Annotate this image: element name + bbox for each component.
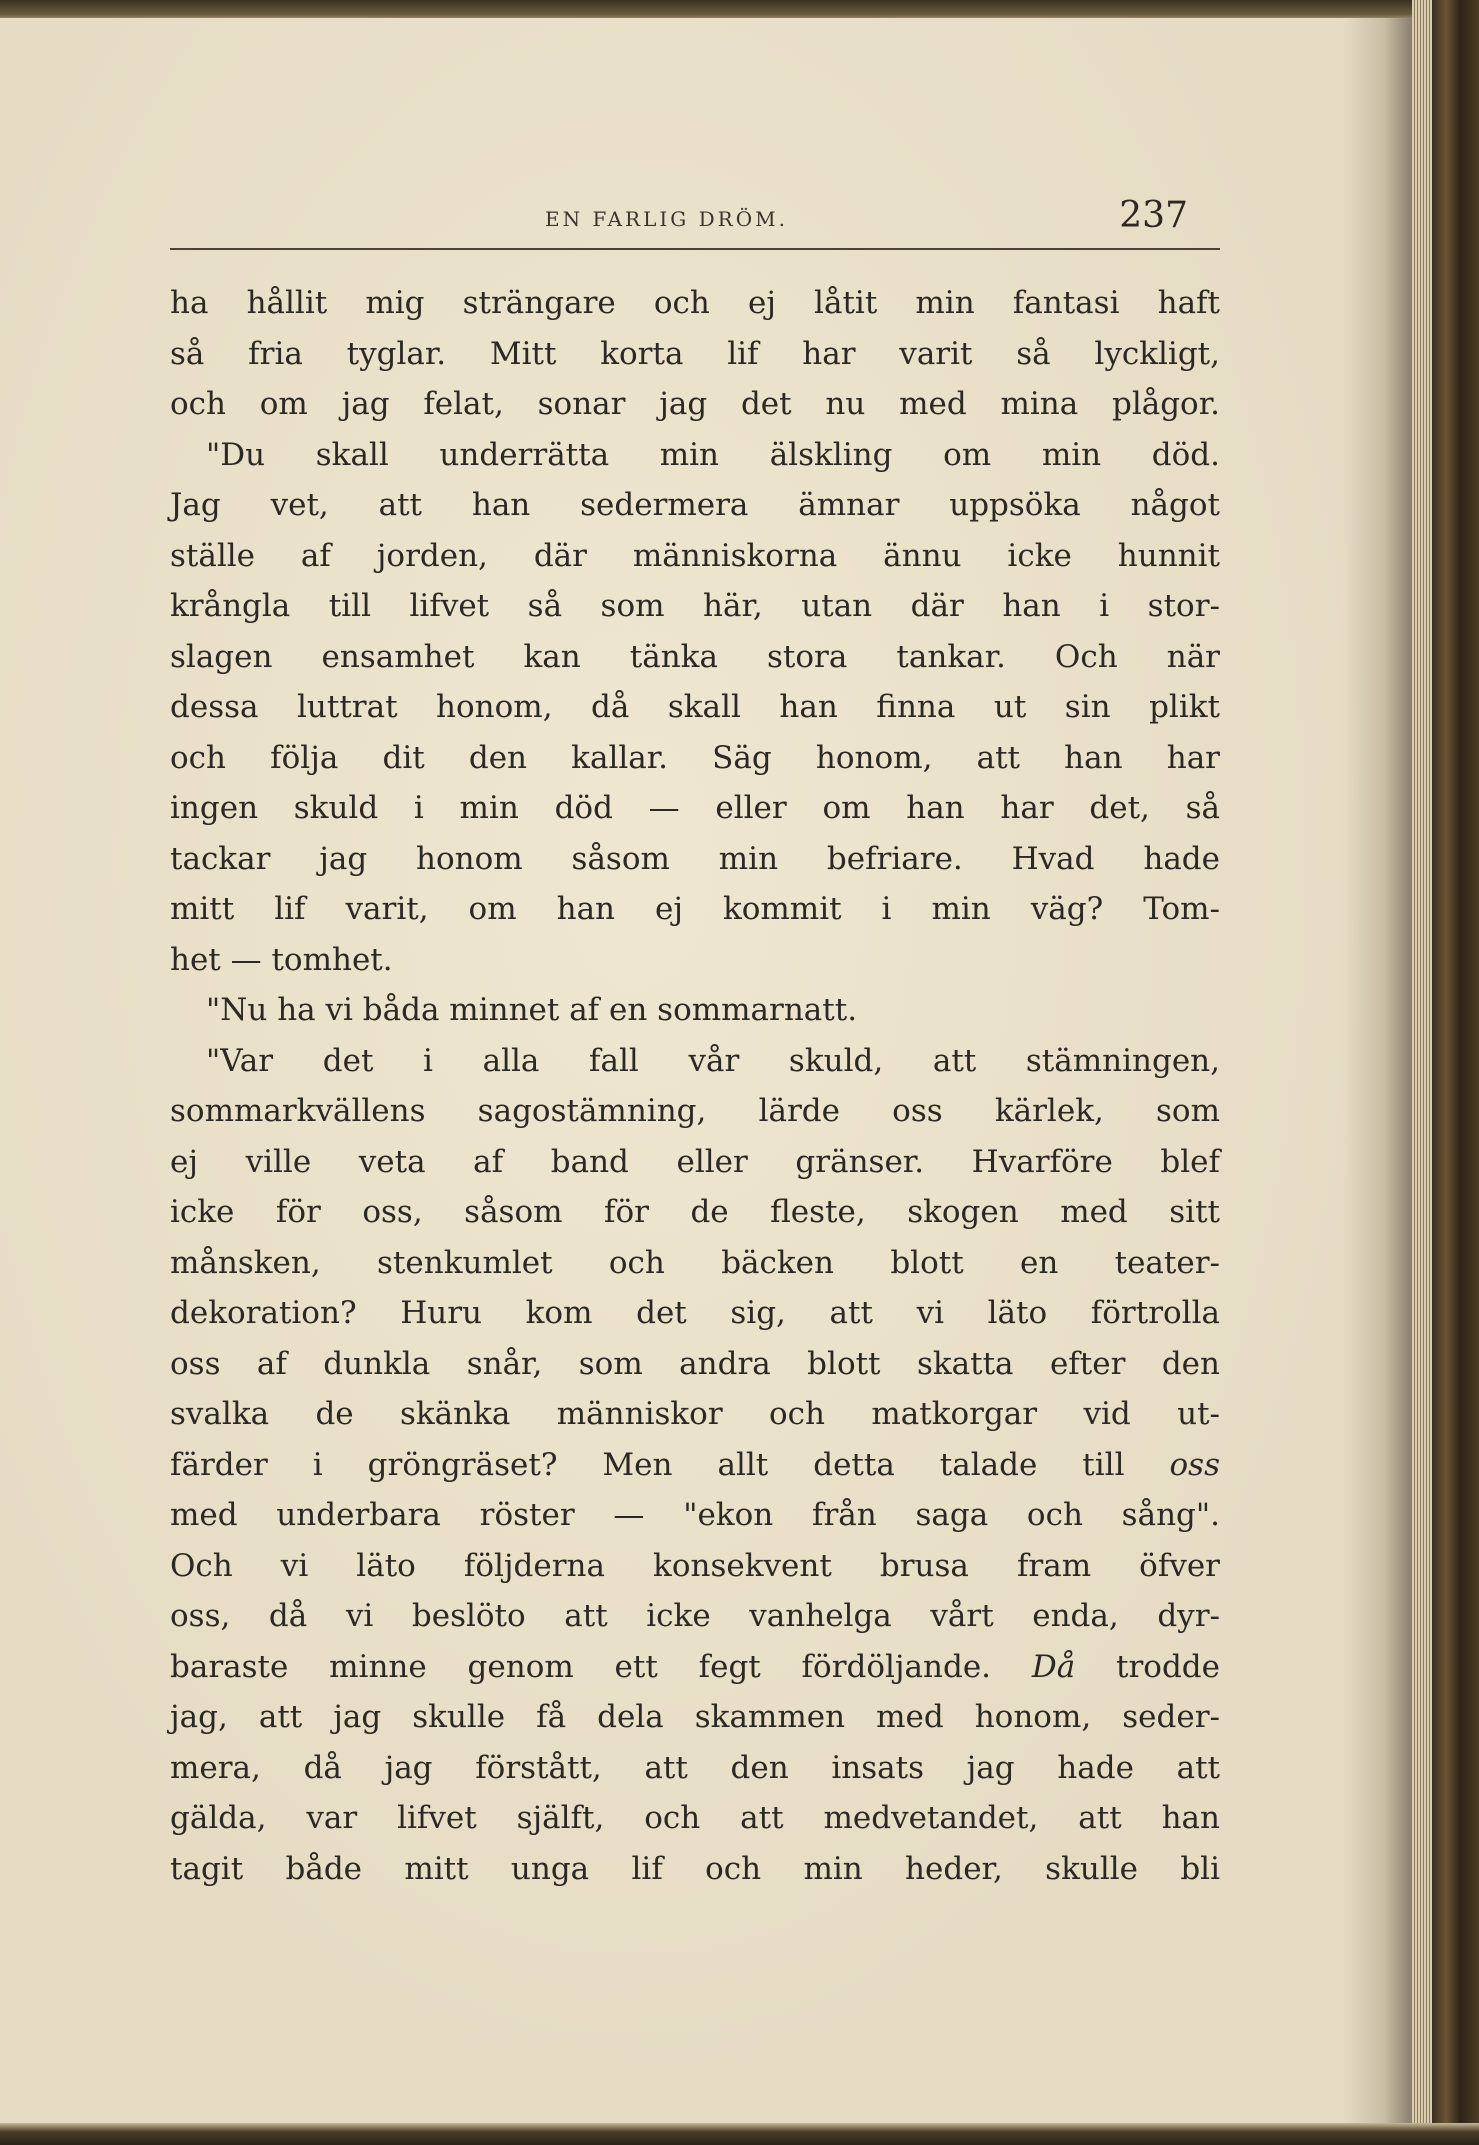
line-text: "Nu ha vi båda minnet af en sommarnatt. bbox=[206, 992, 858, 1028]
text-line bbox=[170, 430, 1220, 481]
italic-word: Då bbox=[1031, 1648, 1076, 1685]
text-line bbox=[170, 1288, 1220, 1339]
line-text: jag, att jag skulle få dela skammen med honom, seder- bbox=[170, 1699, 1220, 1735]
page-number: 237 bbox=[1119, 195, 1188, 236]
text-line bbox=[170, 1187, 1220, 1238]
line-text: och om jag felat, sonar jag det nu med mina plågor. bbox=[170, 386, 1220, 422]
line-text-tail: trodde bbox=[1116, 1648, 1220, 1685]
line-text: mera, då jag förstått, att den insats jag hade att bbox=[170, 1749, 1220, 1786]
line-text: mitt lif varit, om han ej kommit i min väg? Tom- bbox=[170, 891, 1220, 927]
gutter-shadow bbox=[1342, 18, 1412, 2126]
text-line bbox=[170, 1036, 1220, 1087]
line-text: ställe af jorden, där människorna ännu icke hunnit bbox=[170, 537, 1220, 574]
text-line bbox=[170, 884, 1220, 935]
line-text: dessa luttrat honom, då skall han finna ut sin plikt bbox=[170, 689, 1220, 725]
line-text: så fria tyglar. Mitt korta lif har varit så lyckligt, bbox=[170, 335, 1220, 372]
text-line bbox=[170, 1591, 1220, 1642]
text-line bbox=[170, 531, 1220, 582]
text-line bbox=[170, 1389, 1220, 1440]
text-line bbox=[170, 1844, 1220, 1895]
line-text: slagen ensamhet kan tänka stora tankar. Och när bbox=[170, 638, 1220, 675]
line-text: oss, då vi beslöto att icke vanhelga vårt enda, dyr- bbox=[170, 1598, 1220, 1634]
text-line bbox=[170, 733, 1220, 784]
text-line bbox=[170, 1743, 1220, 1794]
running-head bbox=[170, 195, 1220, 245]
text-line bbox=[170, 329, 1220, 380]
text-line bbox=[170, 1793, 1220, 1844]
line-text: Jag vet, att han sedermera ämnar uppsöka något bbox=[170, 487, 1220, 523]
line-text: krångla till lifvet så som här, utan där han i stor- bbox=[170, 588, 1220, 624]
text-line bbox=[170, 1339, 1220, 1390]
line-text: månsken, stenkumlet och bäcken blott en teater- bbox=[170, 1244, 1220, 1281]
text-line bbox=[170, 935, 1220, 986]
text-line bbox=[170, 783, 1220, 834]
line-text: med underbara röster — "ekon från saga och sång". bbox=[170, 1497, 1220, 1533]
text-line bbox=[170, 834, 1220, 885]
text-line bbox=[170, 1490, 1220, 1541]
text-line bbox=[170, 581, 1220, 632]
body-text bbox=[170, 278, 1220, 1894]
line-text: tagit både mitt unga lif och min heder, skulle bli bbox=[170, 1850, 1220, 1887]
line-text: het — tomhet. bbox=[170, 941, 393, 978]
text-line bbox=[170, 682, 1220, 733]
text-line bbox=[170, 1086, 1220, 1137]
page-stack-edge bbox=[1412, 0, 1432, 2145]
line-text: icke för oss, såsom för de fleste, skogen med sitt bbox=[170, 1194, 1220, 1230]
line-text: färder i gröngräset? Men allt detta talade till bbox=[170, 1446, 1125, 1483]
line-text: Och vi läto följderna konsekvent brusa fram öfver bbox=[170, 1547, 1220, 1584]
line-text: sommarkvällens sagostämning, lärde oss kärlek, som bbox=[170, 1093, 1220, 1129]
text-line bbox=[170, 1541, 1220, 1592]
line-text: ha hållit mig strängare och ej låtit min fantasi haft bbox=[170, 285, 1220, 321]
line-text: "Du skall underrätta min älskling om min död. bbox=[206, 436, 1220, 473]
line-text: dekoration? Huru kom det sig, att vi läto förtrolla bbox=[170, 1295, 1220, 1331]
line-text: ej ville veta af band eller gränser. Hvarföre blef bbox=[170, 1143, 1220, 1180]
line-text: tackar jag honom såsom min befriare. Hvad hade bbox=[170, 840, 1220, 877]
text-line bbox=[170, 379, 1220, 430]
running-title: EN FARLIG DRÖM. bbox=[545, 207, 788, 231]
line-text: gälda, var lifvet själft, och att medvetandet, att han bbox=[170, 1800, 1220, 1836]
book-cover-edge bbox=[1432, 0, 1479, 2145]
text-line bbox=[170, 480, 1220, 531]
text-line bbox=[170, 1692, 1220, 1743]
text-line bbox=[170, 1642, 1220, 1693]
text-line bbox=[170, 632, 1220, 683]
line-text: "Var det i alla fall vår skuld, att stämningen, bbox=[206, 1042, 1220, 1079]
text-line bbox=[170, 1137, 1220, 1188]
text-line bbox=[170, 278, 1220, 329]
line-text: ingen skuld i min död — eller om han har det, så bbox=[170, 790, 1220, 826]
text-line bbox=[170, 1238, 1220, 1289]
header-rule bbox=[170, 248, 1220, 250]
italic-word: oss bbox=[1169, 1446, 1220, 1483]
text-line bbox=[170, 985, 1220, 1036]
line-text: svalka de skänka människor och matkorgar vid ut- bbox=[170, 1396, 1220, 1432]
text-line bbox=[170, 1440, 1220, 1491]
bottom-page-edge bbox=[0, 2123, 1479, 2145]
line-text: baraste minne genom ett fegt fördöljande. bbox=[170, 1648, 992, 1685]
line-text: och följa dit den kallar. Säg honom, att han har bbox=[170, 739, 1220, 776]
line-text: oss af dunkla snår, som andra blott skatta efter den bbox=[170, 1345, 1220, 1382]
